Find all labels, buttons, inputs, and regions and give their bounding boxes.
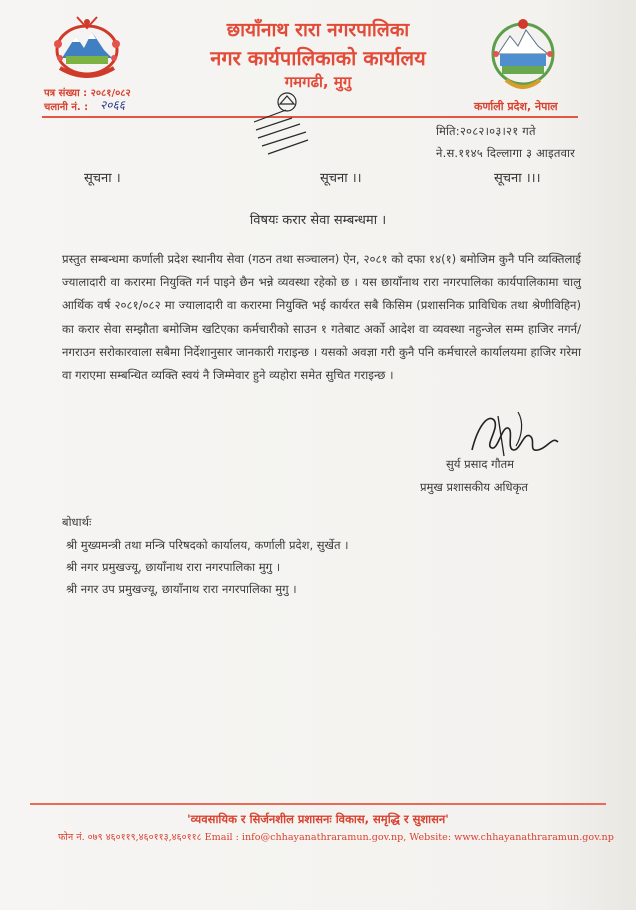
notice-heading-right: सूचना ।।। bbox=[494, 171, 541, 186]
cc-item: श्री मुख्यमन्त्री तथा मन्त्रि परिषदको कार्यालय, कर्णाली प्रदेश, सुर्खेत । bbox=[66, 538, 349, 552]
dispatch-number-label: चलानी नं. : bbox=[44, 102, 89, 113]
office-stamp-icon bbox=[246, 84, 328, 162]
dispatch-number-handwritten: २०६६ bbox=[100, 98, 125, 112]
notice-body: प्रस्तुत सम्बन्धमा कर्णाली प्रदेश स्थानीय सेवा (गठन तथा सञ्चालन) ऐन, २०८१ को दफा १४(१) बमोजिम कुनै पनि व्यक्तिलाई ज्यालादारी वा करारमा नियुक्ति गर्न पाइने छैन भन्ने व्यवस्था रहेको छ । यस छायाँनाथ रारा नगरपालिका कार्यपालिकामा चालु आर्थिक वर्ष २०८१/०८२ मा ज्यालादारी वा करारमा नियुक्ति भई कार्यरत सबै किसिम (प्रशासनिक प्राविधिक तथा श्रेणीविहिन) का करार सेवा सम्झौता बमोजिम खटिएका कर्मचारीको साउन १ गतेबाट अर्को आदेश वा व्यवस्था नहुन्जेल सम्म हाजिर नगर्न/नगराउन सरोकारवाला सबैमा निर्देशानुसार जानकारी गराइन्छ । यसको अवज्ञा गरी कुनै पनि कर्मचारले कार्यालयमा हाजिर गरेमा वा गराएमा सम्बन्धित व्यक्ति स्वयं नै जिम्मेवार हुने व्यहोरा समेत सुचित गराइन्छ । bbox=[62, 252, 581, 383]
office-name: नगर कार्यपालिकाको कार्यालय bbox=[210, 46, 426, 70]
cc-heading: बोधार्थः bbox=[62, 515, 92, 529]
cc-item: श्री नगर उप प्रमुखज्यू, छायाँनाथ रारा नगरपालिका मुगु । bbox=[66, 582, 297, 596]
signatory-name: सुर्य प्रसाद गौतम bbox=[446, 457, 515, 471]
date-nepal-samvat: ने.स.११४५ दिल्लागा ३ आइतवार bbox=[436, 146, 576, 160]
reference-number: पत्र संख्या : २०८१/०८२ bbox=[44, 88, 131, 99]
date-vikram-samvat: मिति:२०८२।०३।२१ गते bbox=[436, 124, 536, 138]
footer-motto: 'व्यवसायिक र सिर्जनशील प्रशासनः विकास, समृद्धि र सुशासन' bbox=[187, 812, 449, 826]
footer-contact: फोन नं. ०७९ ४६०११९,४६०११३,४६०११८ Email : info@chhayanathraramun.gov.np, Website: www.chhayanathraramun.gov.np bbox=[58, 832, 614, 843]
signatory-designation: प्रमुख प्रशासकीय अधिकृत bbox=[420, 480, 528, 494]
office-location: गमगढी, मुगु bbox=[284, 73, 352, 91]
footer-divider bbox=[30, 803, 606, 805]
municipality-name: छायाँनाथ रारा नगरपालिका bbox=[226, 19, 410, 41]
notice-heading-center: सूचना ।। bbox=[320, 171, 362, 186]
subject-line: विषयः करार सेवा सम्बन्धमा । bbox=[249, 213, 387, 228]
province-label: कर्णाली प्रदेश, नेपाल bbox=[474, 100, 558, 113]
notice-heading-left: सूचना । bbox=[84, 171, 121, 186]
cc-item: श्री नगर प्रमुखज्यू, छायाँनाथ रारा नगरपालिका मुगु । bbox=[66, 560, 281, 574]
